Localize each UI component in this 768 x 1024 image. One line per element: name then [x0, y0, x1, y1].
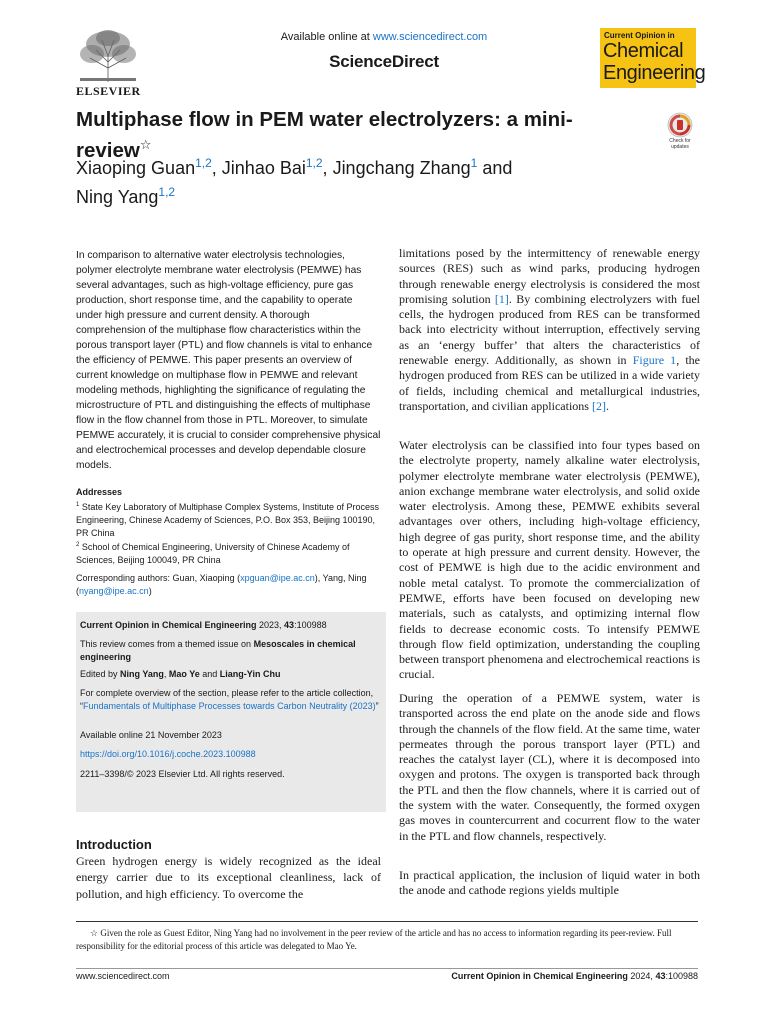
- info-themed-issue: [80, 638, 380, 663]
- email-link-yang[interactable]: nyang@ipe.ac.cn: [79, 586, 149, 596]
- info-journal-volume: 43: [284, 620, 295, 630]
- info-overview-suffix: ”: [375, 700, 379, 711]
- author-affiliation[interactable]: 1,2: [305, 156, 323, 170]
- address-item: [76, 499, 381, 539]
- corresponding-middle: ), Yang, Ning (: [76, 573, 367, 596]
- journal-logo-line-2: Engineering: [603, 62, 706, 84]
- body-paragraph: [399, 246, 700, 414]
- doi-link[interactable]: https://doi.org/10.1016/j.coche.2023.100988: [80, 749, 256, 759]
- journal-logo-small-text: Current Opinion in: [604, 31, 675, 40]
- author-separator: and: [477, 158, 513, 178]
- info-copyright: 2211–3398/© 2023 Elsevier Ltd. All rights reserved.: [80, 769, 285, 779]
- platform-name: ScienceDirect: [329, 52, 439, 71]
- publisher-name: ELSEVIER: [76, 84, 141, 98]
- addresses-list: [76, 499, 381, 567]
- footnote-mark: ☆: [90, 928, 99, 938]
- abstract-text: In comparison to alternative water electrolysis technologies, polymer electrolyte membrane water electrolysis (PEMWE) has several advantages, such as high-voltage efficiency, pure gas production, short response time, and the capability to operate under high pressure and current density. A thorough comprehension of the multiphase flow characteristics within the porous transport layer (PTL) and flow channels is vital to enhance the efficiency of PEMWE. This paper presents an overview of current knowledge on multiphase flow in PEMWE and relevant modeling methods, highlighting the significance of regulating the microstructure of PTL and distinguishing the effects of multiphase flow in the flow channel from those in PTL. Moreover, to simulate PEMWE accurately, it is crucial to consider comprehensive physical and electrochemical processes and develop dependable closure models.: [76, 250, 381, 471]
- journal-logo-line-1: Chemical: [603, 40, 684, 62]
- body-paragraph: Water electrolysis can be classified into four types based on the electrolyte property, namely alkaline water electrolysis, polymer electrolyte membrane water electrolysis (PEMWE), anion exchange membrane water electrolysis, and solid oxide water electrolysis. Among these, PEMWE exhibits several advantages over others, including high-voltage efficiency, high degree of gas purity, short response time, and the ability to operate at high pressure and current density. However, the cost of PEMWE is high due to the acidic environment and noble metal catalyst. To promote the commercialization of PEMWE, efforts have been focused on developing new materials, such as catalysts, and optimizing internal flow fields to decrease economic costs. To intensify PEMWE through flow field optimization, understanding the coupling between transport phenomena and electrochemical reactions is crucial.: [399, 438, 700, 682]
- address-text: State Key Laboratory of Multiphase Complex Systems, Institute of Process Engineering, Chinese Academy of Sciences, P.O. Box 353, Beijing 100190, PR China: [76, 502, 379, 538]
- info-editor-sep: ,: [163, 669, 169, 679]
- email-link-guan[interactable]: xpguan@ipe.ac.cn: [240, 573, 315, 583]
- footer-divider: [76, 968, 698, 969]
- footer-volume: 43: [655, 971, 666, 981]
- author-separator: ,: [211, 158, 222, 178]
- reference-link[interactable]: [1]: [494, 291, 509, 306]
- info-journal-year: 2023,: [256, 620, 285, 630]
- info-edited-prefix: Edited by: [80, 669, 121, 679]
- address-number: 1: [76, 502, 80, 508]
- addresses-heading: Addresses: [76, 487, 123, 497]
- article-title-text: Multiphase flow in PEM water electrolyzers: a mini-review: [76, 108, 573, 162]
- body-paragraph: During the operation of a PEMWE system, water is transported across the end plate on the anode side and flows through the channels of the flow field. At the same time, water permeates through the porous transport layer (PTL) and reaches the catalyst layer (CL), where it is decomposed into oxygen and protons. The oxygen is transported back through the PTL and then the flow channels, where it is carried out of the system with the water. Consequently, the formed oxygen gas moves in countercurrent and cocurrent flow to the water in the PTL and flow channels, respectively.: [399, 691, 700, 843]
- info-journal-name: Current Opinion in Chemical Engineering: [80, 620, 257, 630]
- address-item: [76, 539, 381, 567]
- article-info-box: [76, 612, 386, 812]
- info-journal-article: :100988: [294, 620, 327, 630]
- author-name: Jingchang Zhang: [332, 158, 471, 178]
- info-editor: Liang-Yin Chu: [219, 669, 281, 679]
- body-text: .: [605, 398, 609, 413]
- check-updates-label: Check for updates: [669, 138, 691, 150]
- title-footnote-mark[interactable]: ☆: [139, 137, 152, 152]
- info-editor-sep: and: [199, 669, 220, 679]
- body-text: limitations posed by the intermittency of renewable energy sources (RES) such as wind parks, producing hydrogen through renewable energy electrolysis is considered the most promising solution: [399, 246, 700, 306]
- footer-citation: [451, 971, 698, 981]
- collection-link[interactable]: Fundamentals of Multiphase Processes towards Carbon Neutrality (2023): [83, 700, 376, 711]
- journal-logo: [600, 28, 706, 88]
- author-list: [76, 151, 596, 209]
- figure-link[interactable]: Figure 1: [632, 353, 677, 368]
- footnote: [76, 927, 698, 952]
- footnote-divider: [76, 921, 698, 922]
- body-paragraph: In practical application, the inclusion of liquid water in both the anode and cathode regions yields multiple: [399, 868, 700, 898]
- footer-website[interactable]: www.sciencedirect.com: [76, 971, 170, 981]
- info-editor: Mao Ye: [168, 669, 200, 679]
- author-name: Xiaoping Guan: [76, 158, 196, 178]
- info-journal-citation: [80, 619, 380, 632]
- check-for-updates-badge[interactable]: [664, 112, 696, 148]
- author-affiliation[interactable]: 1,2: [195, 156, 212, 170]
- corresponding-authors: [76, 572, 381, 598]
- footer-year: 2024,: [627, 971, 656, 981]
- check-updates-icon: [667, 112, 693, 138]
- introduction-heading: Introduction: [76, 837, 152, 852]
- address-number: 2: [76, 542, 80, 549]
- author-separator: ,: [322, 158, 333, 178]
- author-affiliation[interactable]: 1: [470, 156, 478, 170]
- available-prefix: Available online at: [280, 31, 373, 43]
- introduction-text: Green hydrogen energy is widely recognized as the ideal energy carrier due to its exceptional cleanliness, lack of pollution, and high efficiency. To overcome the: [76, 854, 381, 901]
- corresponding-suffix: ): [148, 586, 152, 596]
- info-themed-prefix: This review comes from a themed issue on: [80, 639, 254, 649]
- footer-journal-name: Current Opinion in Chemical Engineering: [451, 971, 628, 981]
- info-edited-by: [80, 668, 380, 681]
- info-overview: [80, 687, 380, 712]
- body-text: , the hydrogen produced from RES can be utilized in a wide variety of fields, including chemical and metallurgical industries, transportation, and civilian applications: [399, 353, 700, 413]
- corresponding-prefix: Corresponding authors: Guan, Xiaoping (: [76, 573, 241, 583]
- author-name: Jinhao Bai: [221, 158, 306, 178]
- sciencedirect-url-link[interactable]: www.sciencedirect.com: [372, 31, 488, 43]
- author-affiliation[interactable]: 1,2: [158, 185, 176, 199]
- address-text: School of Chemical Engineering, University of Chinese Academy of Sciences, Beijing 100049, PR China: [76, 542, 350, 566]
- info-available-date: Available online 21 November 2023: [80, 730, 222, 740]
- footer-article: :100988: [665, 971, 698, 981]
- author-name: Ning Yang: [76, 187, 159, 207]
- reference-link[interactable]: [2]: [591, 398, 606, 413]
- info-overview-prefix: For complete overview of the section, please refer to the article collection, “: [80, 688, 374, 711]
- body-text: . By combining electrolyzers with fuel cells, the hydrogen produced from RES can be transformed back into electricity without interruption, effectively serving as an ‘energy buffer’ that alters the characteristics of renewable energy. Additionally, as shown in: [399, 291, 700, 368]
- info-editor: Ning Yang: [120, 669, 164, 679]
- info-themed-topic: Mesoscales in chemical engineering: [80, 639, 356, 662]
- footnote-text: Given the role as Guest Editor, Ning Yang had no involvement in the peer review of the article and has no access to information regarding its peer-review. Full responsibility for the editorial process of this article was delegated to Mao Ye.: [76, 928, 672, 951]
